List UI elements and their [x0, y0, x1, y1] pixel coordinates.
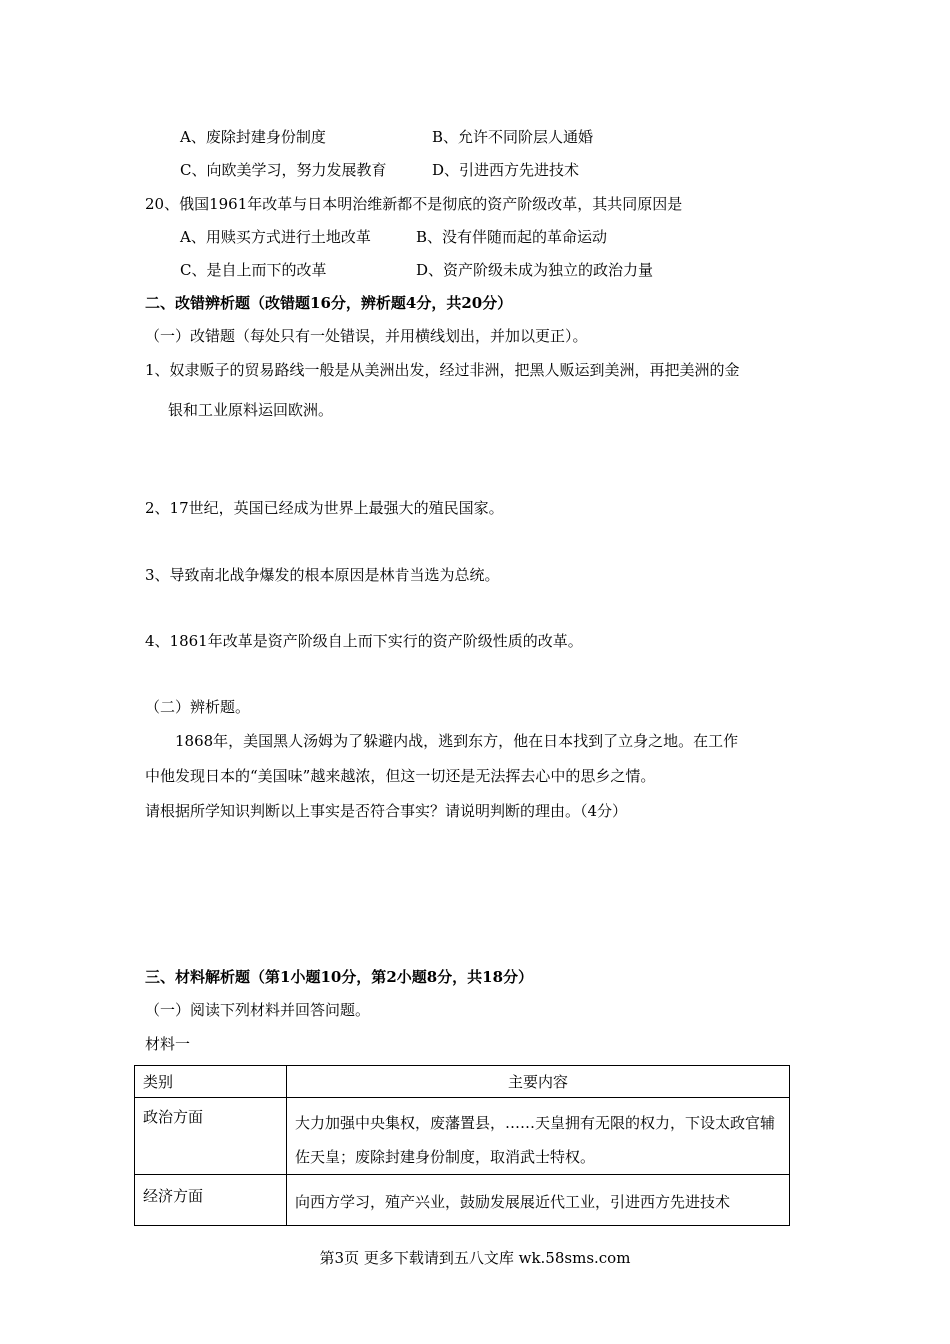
analysis-paragraph-line2: 中他发现日本的“美国味”越来越浓，但这一切还是无法挥去心中的思乡之情。	[145, 767, 656, 785]
analysis-question: 请根据所学知识判断以上事实是否符合事实？请说明判断的理由。（4分）	[145, 802, 628, 820]
page-footer: 第3页 更多下载请到五八文库 wk.58sms.com	[319, 1249, 631, 1267]
table-header-category: 类别	[135, 1066, 287, 1098]
q19-option-a: A、废除封建身份制度	[180, 128, 326, 146]
correction-item-4: 4、1861年改革是资产阶级自上而下实行的资产阶级性质的改革。	[145, 632, 583, 650]
section3-part1-title: （一）阅读下列材料并回答问题。	[145, 1001, 371, 1019]
section2-title: 二、改错辨析题（改错题16分，辨析题4分，共20分）	[145, 294, 513, 312]
q19-option-b: B、允许不同阶层人通婚	[432, 128, 594, 146]
material-label: 材料一	[145, 1035, 191, 1053]
table-header-content: 主要内容	[287, 1066, 790, 1098]
table-cell-category: 经济方面	[135, 1175, 287, 1226]
q20-option-b: B、没有伴随而起的革命运动	[416, 228, 608, 246]
q20-option-d: D、资产阶级未成为独立的政治力量	[416, 261, 654, 279]
correction-item-3: 3、导致南北战争爆发的根本原因是林肯当选为总统。	[145, 566, 500, 584]
table-header-row	[135, 1066, 790, 1098]
section2-part2-title: （二）辨析题。	[145, 698, 251, 716]
section2-part1-title: （一）改错题（每处只有一处错误，并用横线划出，并加以更正）。	[145, 327, 588, 345]
correction-item-1-line1: 1、奴隶贩子的贸易路线一般是从美洲出发，经过非洲，把黑人贩运到美洲，再把美洲的金	[145, 361, 740, 379]
table-row	[135, 1098, 790, 1175]
material-table	[134, 1065, 790, 1226]
correction-item-1-line2: 银和工业原料运回欧洲。	[168, 401, 334, 419]
analysis-paragraph-line1: 1868年，美国黑人汤姆为了躲避内战，逃到东方，他在日本找到了立身之地。在工作	[175, 732, 739, 750]
table-row	[135, 1175, 790, 1226]
table-cell-content: 向西方学习，殖产兴业，鼓励发展展近代工业，引进西方先进技术	[287, 1175, 790, 1226]
q19-option-c: C、向欧美学习，努力发展教育	[180, 161, 387, 179]
table-cell-category: 政治方面	[135, 1098, 287, 1175]
q19-option-d: D、引进西方先进技术	[432, 161, 580, 179]
q20-stem: 20、俄国1961年改革与日本明治维新都不是彻底的资产阶级改革，其共同原因是	[145, 195, 683, 213]
section3-title: 三、材料解析题（第1小题10分，第2小题8分，共18分）	[145, 968, 534, 986]
q20-option-c: C、是自上而下的改革	[180, 261, 327, 279]
correction-item-2: 2、17世纪，英国已经成为世界上最强大的殖民国家。	[145, 499, 504, 517]
q20-option-a: A、用赎买方式进行土地改革	[180, 228, 371, 246]
table-cell-content: 大力加强中央集权，废藩置县，……天皇拥有无限的权力，下设太政官辅佐天皇；废除封建身份制度，取消武士特权。	[287, 1098, 790, 1175]
